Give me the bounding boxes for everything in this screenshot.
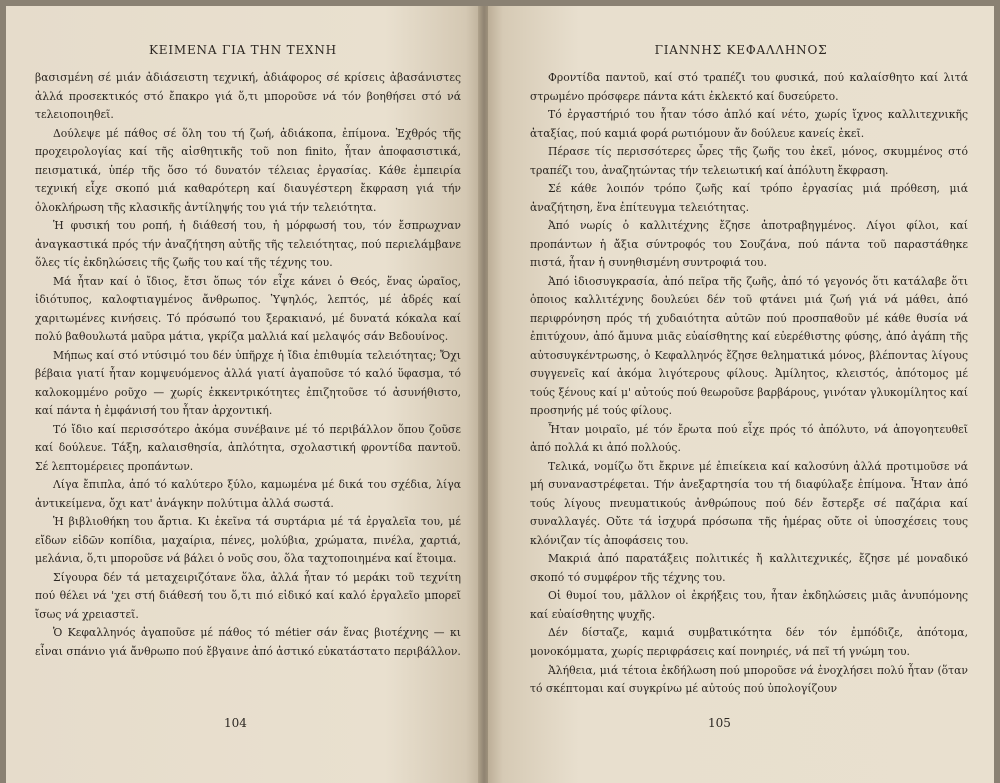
running-head-right: ΓΙΑΝΝΗΣ ΚΕΦΑΛΛΗΝΟΣ <box>654 43 828 57</box>
paragraph: Λίγα ἔπιπλα, ἀπό τό καλύτερο ξύλο, καμωμένα μέ δικά του σχέδια, λίγα ἀντικείμενα, ὄχι κατ' ἀνάγκην πολύτιμα ἀλλά σωστά. <box>35 478 461 510</box>
paragraph: Ἡ φυσική του ροπή, ἡ διάθεσή του, ἡ μόρφωσή του, τόν ἔσπρωχναν ἀναγκαστικά πρός τήν ἀναζήτηση αὐτῆς τῆς τελειότητας, πού περιελάμβανε ὅλες τίς ἐκδηλώσεις τῆς ζωῆς του καί τῆς τέχνης του. <box>35 219 461 270</box>
paragraph: Ἀπό νωρίς ὁ καλλιτέχνης ἔζησε ἀποτραβηγμένος. Λίγοι φίλοι, καί προπάντων ἡ ἄξια σύντροφός του Σουζάνα, πού πάντα τοῦ παραστάθηκε πιστά, ἦταν ἡ συνηθισμένη συντροφιά του. <box>530 219 968 270</box>
paragraph: Μήπως καί στό ντύσιμό του δέν ὑπῆρχε ἡ ἴδια ἐπιθυμία τελειότητας; Ὄχι βέβαια γιατί ἦταν κομψευόμενος ἀλλά γιατί ἀγαποῦσε τό καλό ὕφασμα, τό καλοκομμένο ροῦχο — χωρίς ἐκκεντρικότητες ἐπιζητοῦσε τό ἀσυνήθιστο, καί πάντα ἡ ἐμφάνισή του ἦταν ἀρχοντική. <box>35 348 461 418</box>
paragraph: Ἡ βιβλιοθήκη του ἄρτια. Κι ἐκεῖνα τά συρτάρια μέ τά ἐργαλεῖα του, μέ εἴδων εἰδῶν κοπίδια, μαχαίρια, πένες, μολύβια, χρώματα, πινέλα, χαρτιά, μελάνια, ὅ,τι μποροῦσε νά βάλει ὁ νοῦς σου, ὅλα ταχτοποιημένα καί ἕτοιμα. <box>35 515 461 566</box>
paragraph: Σέ κάθε λοιπόν τρόπο ζωῆς καί τρόπο ἐργασίας μιά πρόθεση, μιά ἀναζήτηση, ἕνα ἐπίτευγμα τελειότητας. <box>530 182 968 214</box>
paragraph: Δούλεψε μέ πάθος σέ ὅλη του τή ζωή, ἀδιάκοπα, ἐπίμονα. Ἐχθρός τῆς προχειρολογίας καί τῆς αἰσθητικῆς τοῦ non finito, ἦταν ἀποφασιστικά, πεισματικά, ὑπέρ τῆς ὅσο τό δυνατόν τέλειας ἐργασίας. Κάθε ἐμπειρία τεχνική εἶχε σκοπό μιά καθαρότερη καί διαυγέστερη ἔκφραση γιά τήν ὁλοκλήρωση τῆς κλασικῆς ἀντίληψής του γιά τήν τελειότητα. <box>35 126 461 214</box>
paragraph: βασισμένη σέ μιάν ἀδιάσειστη τεχνική, ἀδιάφορος σέ κρίσεις ἀβασάνιστες ἀλλά προσεκτικός στό ἔπακρο γιά ὅ,τι μποροῦσε νά τόν βοηθήσει στό νά τελειοποιηθεῖ. <box>35 71 461 122</box>
paragraph: Τελικά, νομίζω ὅτι ἔκρινε μέ ἐπιείκεια καί καλοσύνη ἀλλά προτιμοῦσε νά μή συναναστρέφεται. Τήν ἀνεξαρτησία του τή διαφύλαξε ἐπίμονα. Ἦταν ἀπό τούς λίγους πνευματικούς ἀνθρώπους πού δέν ἔστερξε σέ παζάρια καί συναλλαγές. Οὔτε τά ἰσχυρά πρόσωπα τῆς ἡμέρας οὔτε οἱ ὑποσχέσεις τους κλόνιζαν τίς ἀποφάσεις του. <box>530 459 968 547</box>
paragraph: Ὁ Κεφαλληνός ἀγαποῦσε μέ πάθος τό métier σάν ἕνας βιοτέχνης — κι εἶναι σπάνιο γιά ἄνθρωπο πού ἔβγαινε ἀπό ἀστικό εὐκατάστατο περιβάλλον. <box>35 626 461 658</box>
paragraph: Τό ἐργαστήριό του ἦταν τόσο ἁπλό καί νέτο, χωρίς ἴχνος καλλιτεχνικῆς ἀταξίας, πού καμιά φορά ρωτιόμουν ἄν δούλευε κανείς ἐκεῖ. <box>530 108 968 140</box>
paragraph: Τό ἴδιο καί περισσότερο ἀκόμα συνέβαινε μέ τό περιβάλλον ὅπου ζοῦσε καί δούλευε. Τάξη, καλαισθησία, ἁπλότητα, σχολαστική φροντίδα παντοῦ. Σέ λεπτομέρειες προπάντων. <box>35 422 461 473</box>
paragraph: Ἦταν μοιραῖο, μέ τόν ἔρωτα πού εἶχε πρός τό ἀπόλυτο, νά ἀπογοητευθεῖ ἀπό πολλά κι ἀπό πολλούς. <box>530 422 968 455</box>
paragraph: Πέρασε τίς περισσότερες ὧρες τῆς ζωῆς του ἐκεῖ, μόνος, σκυμμένος στό τραπέζι του, ἀναζητώντας τήν τελειωτική καί ἀπόλυτη ἔκφραση. <box>530 145 968 177</box>
paragraph: Σίγουρα δέν τά μεταχειριζότανε ὅλα, ἀλλά ἦταν τό μεράκι τοῦ τεχνίτη πού θέλει νά 'χει στή διάθεσή του ὅ,τι πιό εἰδικό καί καλό ἐργαλεῖο μπορεῖ ἴσως νά χρειαστεῖ. <box>35 570 461 621</box>
left-page-body <box>35 69 461 662</box>
paragraph: Ἀλήθεια, μιά τέτοια ἐκδήλωση πού μποροῦσε νά ἐνοχλήσει πολύ ἦταν (ὅταν τό σκέπτομαι καί συγκρίνω μέ αὐτούς πού ὑπολογίζουν <box>530 663 968 696</box>
paragraph: Μά ἦταν καί ὁ ἴδιος, ἔτσι ὅπως τόν εἶχε κάνει ὁ Θεός, ἕνας ὡραῖος, ἰδιότυπος, καλοφτιαγμένος ἄνθρωπος. Ὑψηλός, λεπτός, μέ ἁδρές καί χαριτωμένες κινήσεις. Τό πρόσωπό του ξερακιανό, μέ δυνατά κόκαλα καί πολύ βαθουλωτά μαῦρα μάτια, γκρίζα μαλλιά καί μελαψός σάν Βεδουίνος. <box>35 274 461 344</box>
right-page-body <box>530 69 968 699</box>
paragraph: Δέν δίσταζε, καμιά συμβατικότητα δέν τόν ἐμπόδιζε, ἀπότομα, μονοκόμματα, χωρίς περιφράσεις καί πονηριές, νά πεῖ τή γνώμη του. <box>530 626 968 658</box>
paragraph: Φροντίδα παντοῦ, καί στό τραπέζι του φυσικά, πού καλαίσθητο καί λιτά στρωμένο πρόσφερε πάντα κάτι ἐκλεκτό καί δυσεύρετο. <box>530 71 968 103</box>
paragraph: Μακριά ἀπό παρατάξεις πολιτικές ἤ καλλιτεχνικές, ἔζησε μέ μοναδικό σκοπό τό συμφέρον τῆς τέχνης του. <box>530 552 968 584</box>
book-spread <box>6 6 994 783</box>
right-page <box>488 6 994 783</box>
page-number-right: 105 <box>708 716 731 730</box>
paragraph: Ἀπό ἰδιοσυγκρασία, ἀπό πεῖρα τῆς ζωῆς, ἀπό τό γεγονός ὅτι κατάλαβε ὅτι ὁποιος καλλιτέχνης δουλεύει δέν τοῦ φτάνει μιά ζωή γιά νά μάθει, ἀπό περιφρόνηση πρός τή χυδαιότητα αὐτῶν πού προσπαθοῦν μέ κάθε θυσία νά ἐπιτύχουν, ἀπό ἄμυνα μιᾶς εὐαίσθητης καί εὐερέθιστης φύσης, ἀπό ἀγάπη τῆς αὐτοσυγκέντρωσης, ὁ Κεφαλληνός ἔζησε θεληματικά μόνος, βλέποντας λίγους συγγενεῖς καί ἀκόμα λιγότερους φίλους. Ἀμίλητος, κλειστός, ἀπότομος μέ τούς ξένους καί μ' αὐτούς πού θεωροῦσε βαρβάρους, γινόταν γλυκομίλητος καί προσηνής μέ τούς φίλους. <box>530 274 968 418</box>
page-number-left: 104 <box>224 716 247 730</box>
running-head-left: ΚΕΙΜΕΝΑ ΓΙΑ ΤΗΝ ΤΕΧΝΗ <box>149 43 337 57</box>
left-page <box>6 6 480 783</box>
paragraph: Οἱ θυμοί του, μᾶλλον οἱ ἐκρήξεις του, ἦταν ἐκδηλώσεις μιᾶς ἀνυπόμονης καί εὐαίσθητης ψυχῆς. <box>530 589 968 621</box>
